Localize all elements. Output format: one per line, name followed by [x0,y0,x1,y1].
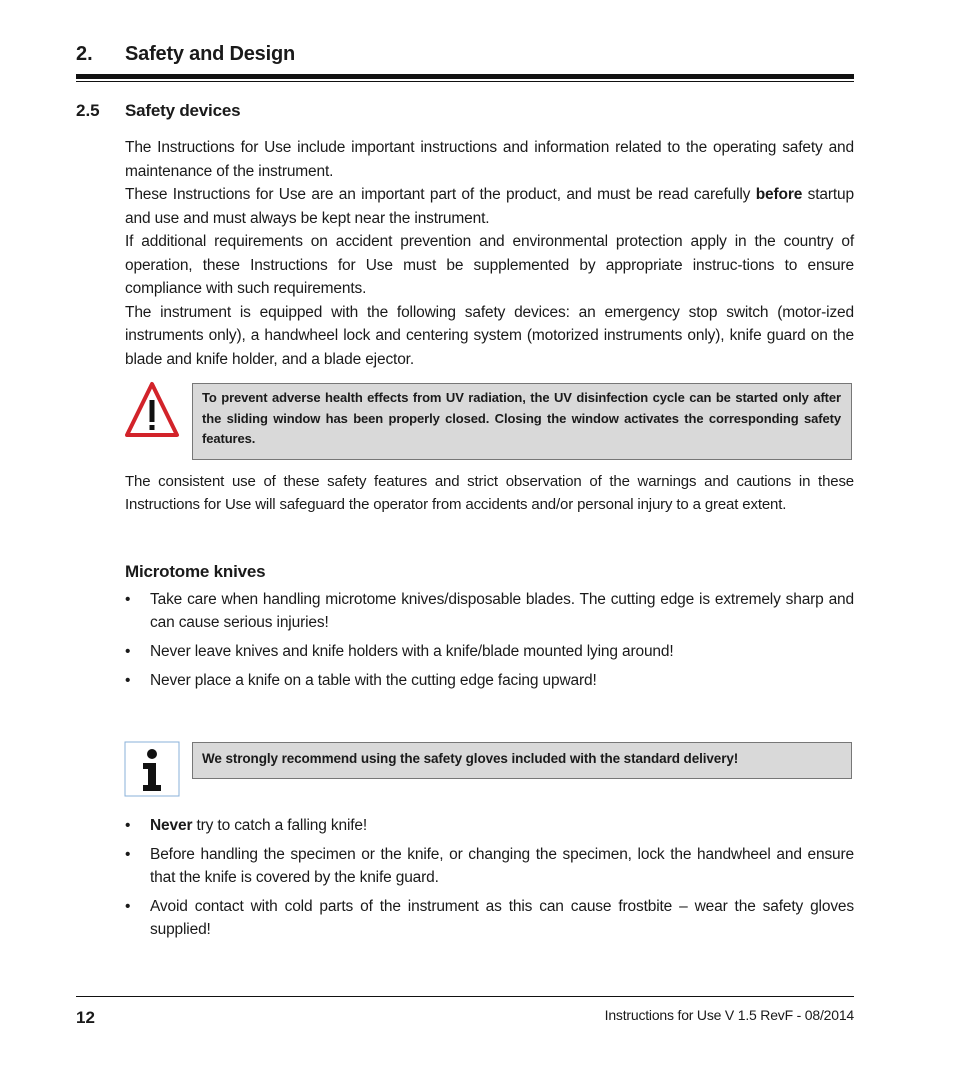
intro-para-4: The instrument is equipped with the following safety devices: an emergency stop switch (motor-ized instruments only), a handwheel lock and centering system (motorized instruments only), knife guard on the blade and knife holder, and a blade ejector. [125,303,854,368]
warning-callout: To prevent adverse health effects from UV radiation, the UV disinfection cycle can be started only after the sliding window has been properly closed. Closing the window activates the corresponding safety features. [192,383,852,460]
header-rule-thin [76,81,854,82]
list-item [125,814,854,837]
list-item [125,640,854,663]
intro-para-2-end: startup and use and must always be kept near the instrument. [125,186,854,227]
intro-para-1: The Instructions for Use include important instructions and information related to the operating safety and maintenance of the instrument. [125,139,854,180]
bullet-mark: • [125,846,131,863]
microtome-bullet-list [125,588,854,698]
intro-text [125,136,854,371]
list-item-text: Avoid contact with cold parts of the instrument as this can cause frostbite – wear the safety gloves supplied! [150,898,854,938]
list-item-text: Before handling the specimen or the knife, or changing the specimen, lock the handwheel and ensure that the knife is covered by the knife guard. [150,846,854,886]
list-item-text: Take care when handling microtome knives/disposable blades. The cutting edge is extremely sharp and can cause serious injuries! [150,591,854,631]
list-item-bold: Never [150,817,193,834]
info-icon [124,741,180,797]
chapter-number: 2. [76,43,93,65]
bullet-mark: • [125,672,131,689]
info-callout: We strongly recommend using the safety gloves included with the standard delivery! [192,742,852,779]
list-item-text: Never place a knife on a table with the cutting edge facing upward! [150,672,597,689]
consistent-use-text: The consistent use of these safety features and strict observation of the warnings and cautions in these Instructions for Use will safeguard the operator from accidents and/or personal injury to a great extent. [125,473,854,513]
intro-para-2-bold: before [755,186,803,203]
page-number: 12 [76,1008,95,1027]
bullet-mark: • [125,817,131,834]
microtome-heading: Microtome knives [125,562,266,581]
list-item [125,669,854,692]
list-item [125,588,854,634]
intro-para-2-start: These Instructions for Use are an important part of the product, and must be read carefully [125,186,756,203]
intro-para-2 [125,183,854,230]
bullet-mark: • [125,591,131,608]
section-number: 2.5 [76,101,100,120]
safety-bullet-list [125,814,854,947]
footer-doc-info: Instructions for Use V 1.5 RevF - 08/2014 [604,1007,854,1023]
list-item-text: Never leave knives and knife holders with a knife/blade mounted lying around! [150,643,674,660]
chapter-title: Safety and Design [125,43,295,65]
footer-rule [76,996,854,997]
intro-para-3: If additional requirements on accident prevention and environmental protection apply in the country of operation, these Instructions for Use must be supplemented by appropriate instruc-tions to ensure compliance with such requirements. [125,233,854,297]
bullet-mark: • [125,898,131,915]
section-title: Safety devices [125,101,241,120]
list-item [125,895,854,941]
list-item [125,843,854,889]
bullet-mark: • [125,643,131,660]
list-item-text: try to catch a falling knife! [192,817,368,834]
warning-triangle-icon [124,380,180,438]
header-rule [76,74,854,79]
